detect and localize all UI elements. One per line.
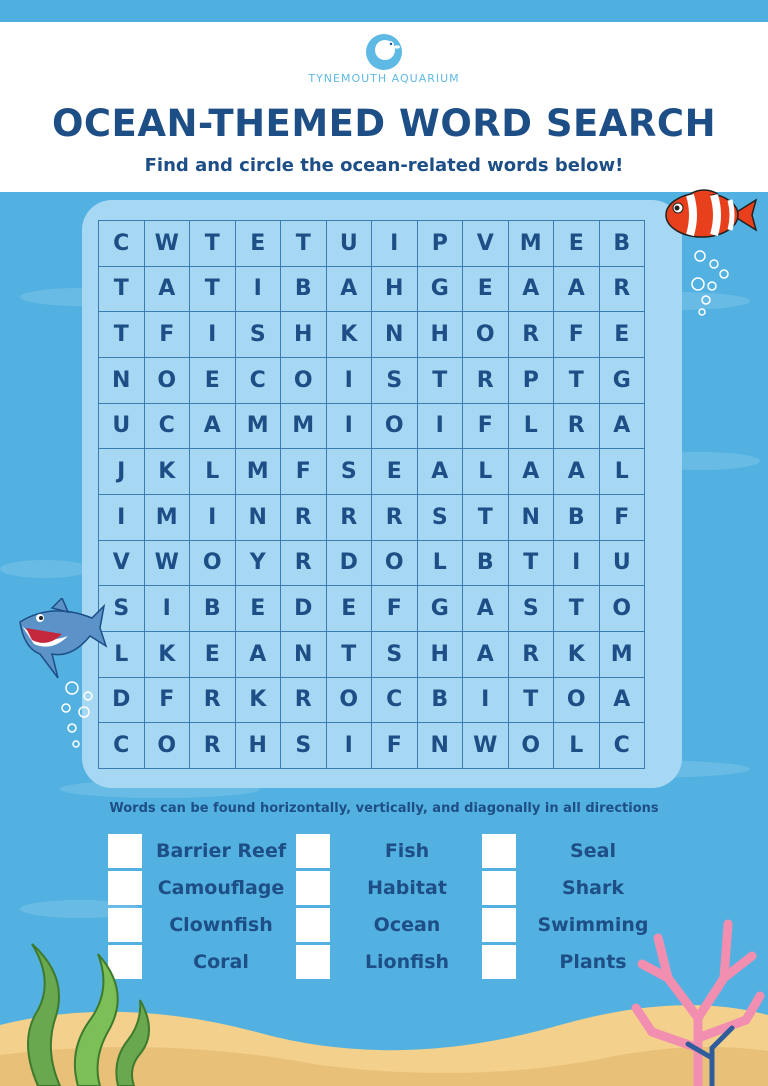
grid-cell[interactable]: A	[236, 632, 282, 678]
grid-cell[interactable]: K	[145, 449, 191, 495]
grid-cell[interactable]: J	[99, 449, 145, 495]
grid-cell[interactable]: A	[418, 449, 464, 495]
grid-cell[interactable]: F	[463, 404, 509, 450]
grid-cell[interactable]: I	[372, 221, 418, 267]
grid-cell[interactable]: F	[600, 495, 646, 541]
grid-cell[interactable]: I	[463, 678, 509, 724]
grid-cell[interactable]: W	[145, 221, 191, 267]
grid-cell[interactable]: I	[145, 586, 191, 632]
grid-cell[interactable]: I	[327, 723, 373, 769]
word-label: Lionfish	[364, 951, 450, 973]
grid-cell[interactable]: V	[463, 221, 509, 267]
word-label: Swimming	[537, 914, 649, 936]
grid-cell[interactable]: H	[236, 723, 282, 769]
grid-cell[interactable]: O	[372, 541, 418, 587]
grid-cell[interactable]: T	[554, 358, 600, 404]
grid-cell[interactable]: M	[145, 495, 191, 541]
top-strip	[0, 0, 768, 22]
grid-cell[interactable]: B	[281, 267, 327, 313]
grid-cell[interactable]: A	[509, 449, 555, 495]
grid-cell[interactable]: F	[145, 678, 191, 724]
grid-cell[interactable]: E	[190, 358, 236, 404]
page-subtitle: Find and circle the ocean-related words below!	[144, 155, 624, 176]
grid-cell[interactable]: B	[190, 586, 236, 632]
grid-cell[interactable]: R	[281, 495, 327, 541]
grid-cell[interactable]: L	[509, 404, 555, 450]
grid-cell[interactable]: R	[509, 632, 555, 678]
grid-cell[interactable]: I	[190, 312, 236, 358]
grid-cell[interactable]: M	[236, 449, 282, 495]
grid-cell[interactable]: E	[236, 586, 282, 632]
grid-cell[interactable]: K	[236, 678, 282, 724]
grid-cell[interactable]: U	[99, 404, 145, 450]
word-checkbox[interactable]	[296, 871, 330, 905]
grid-cell[interactable]: D	[281, 586, 327, 632]
grid-cell[interactable]: T	[463, 495, 509, 541]
grid-cell[interactable]: T	[327, 632, 373, 678]
grid-cell[interactable]: O	[600, 586, 646, 632]
grid-cell[interactable]: T	[190, 267, 236, 313]
grid-cell[interactable]: W	[145, 541, 191, 587]
grid-cell[interactable]: B	[418, 678, 464, 724]
grid-cell[interactable]: A	[509, 267, 555, 313]
grid-cell[interactable]: K	[327, 312, 373, 358]
grid-cell[interactable]: U	[327, 221, 373, 267]
grid-cell[interactable]: A	[327, 267, 373, 313]
grid-cell[interactable]: F	[372, 723, 418, 769]
word-label: Fish	[384, 840, 430, 862]
grid-cell[interactable]: R	[554, 404, 600, 450]
word-checkbox[interactable]	[108, 871, 142, 905]
grid-cell[interactable]: I	[236, 267, 282, 313]
grid-cell[interactable]: S	[418, 495, 464, 541]
grid-cell[interactable]: L	[99, 632, 145, 678]
grid-cell[interactable]: R	[327, 495, 373, 541]
grid-cell[interactable]: C	[600, 723, 646, 769]
grid-cell[interactable]: C	[99, 723, 145, 769]
grid-cell[interactable]: R	[600, 267, 646, 313]
grid-cell[interactable]: T	[190, 221, 236, 267]
grid-cell[interactable]: R	[281, 678, 327, 724]
grid-cell[interactable]: N	[99, 358, 145, 404]
grid-cell[interactable]: B	[600, 221, 646, 267]
grid-cell[interactable]: H	[418, 312, 464, 358]
grid-cell[interactable]: R	[509, 312, 555, 358]
coral-icon	[628, 908, 768, 1086]
word-label: Clownfish	[169, 914, 273, 936]
grid-cell[interactable]: S	[236, 312, 282, 358]
grid-cell[interactable]: G	[418, 586, 464, 632]
grid-cell[interactable]: N	[281, 632, 327, 678]
grid-cell[interactable]: D	[99, 678, 145, 724]
grid-cell[interactable]: F	[281, 449, 327, 495]
grid-cell[interactable]: T	[509, 678, 555, 724]
grid-cell[interactable]: O	[509, 723, 555, 769]
grid-cell[interactable]: K	[554, 632, 600, 678]
grid-cell[interactable]: M	[236, 404, 282, 450]
grid-cell[interactable]: I	[418, 404, 464, 450]
grid-cell[interactable]: C	[372, 678, 418, 724]
grid-cell[interactable]: H	[281, 312, 327, 358]
grid-cell[interactable]: O	[281, 358, 327, 404]
word-search-grid	[98, 220, 645, 769]
grid-cell[interactable]: E	[372, 449, 418, 495]
grid-cell[interactable]: O	[327, 678, 373, 724]
grid-cell[interactable]: N	[509, 495, 555, 541]
grid-cell[interactable]: Y	[236, 541, 282, 587]
grid-cell[interactable]: E	[327, 586, 373, 632]
word-label: Coral	[193, 951, 249, 973]
grid-cell[interactable]: E	[554, 221, 600, 267]
grid-cell[interactable]: O	[372, 404, 418, 450]
grid-cell[interactable]: L	[600, 449, 646, 495]
shark-icon	[12, 598, 108, 682]
page-title: OCEAN-THEMED WORD SEARCH	[51, 102, 717, 145]
grid-cell[interactable]: F	[145, 312, 191, 358]
grid-cell[interactable]: I	[327, 404, 373, 450]
grid-cell[interactable]: H	[418, 632, 464, 678]
grid-cell[interactable]: I	[327, 358, 373, 404]
grid-cell[interactable]: A	[145, 267, 191, 313]
grid-cell[interactable]: R	[372, 495, 418, 541]
brand-name: TYNEMOUTH AQUARIUM	[308, 72, 460, 85]
grid-cell[interactable]: T	[509, 541, 555, 587]
grid-cell[interactable]: S	[99, 586, 145, 632]
word-label: Seal	[570, 840, 616, 862]
grid-cell[interactable]: T	[418, 358, 464, 404]
seaweed-icon	[8, 940, 158, 1086]
grid-cell[interactable]: A	[600, 678, 646, 724]
grid-cell[interactable]: I	[99, 495, 145, 541]
grid-cell[interactable]: O	[463, 312, 509, 358]
grid-cell[interactable]: O	[554, 678, 600, 724]
grid-cell[interactable]: F	[372, 586, 418, 632]
grid-cell[interactable]: R	[190, 678, 236, 724]
instructions: Words can be found horizontally, vertically, and diagonally in all directions	[109, 801, 659, 816]
grid-cell[interactable]: S	[372, 632, 418, 678]
word-label: Ocean	[373, 914, 441, 936]
grid-cell[interactable]: O	[145, 723, 191, 769]
grid-cell[interactable]: L	[418, 541, 464, 587]
grid-cell[interactable]: C	[236, 358, 282, 404]
grid-cell[interactable]: R	[463, 358, 509, 404]
grid-cell[interactable]: G	[600, 358, 646, 404]
word-label: Habitat	[367, 877, 447, 899]
grid-cell[interactable]: R	[190, 723, 236, 769]
word-checkbox[interactable]	[296, 945, 330, 979]
grid-cell[interactable]: A	[190, 404, 236, 450]
grid-cell[interactable]: A	[600, 404, 646, 450]
word-checkbox[interactable]	[482, 908, 516, 942]
grid-cell[interactable]: B	[554, 495, 600, 541]
grid-cell[interactable]: M	[509, 221, 555, 267]
grid-cell[interactable]: C	[99, 221, 145, 267]
grid-cell[interactable]: A	[554, 267, 600, 313]
grid-cell[interactable]: O	[145, 358, 191, 404]
word-checkbox[interactable]	[108, 908, 142, 942]
grid-cell[interactable]: L	[190, 449, 236, 495]
wave	[0, 560, 90, 578]
word-label: Plants	[559, 951, 627, 973]
grid-cell[interactable]: T	[554, 586, 600, 632]
grid-cell[interactable]: S	[372, 358, 418, 404]
grid-cell[interactable]: S	[509, 586, 555, 632]
grid-cell[interactable]: I	[190, 495, 236, 541]
grid-cell[interactable]: L	[463, 449, 509, 495]
grid-cell[interactable]: F	[554, 312, 600, 358]
grid-cell[interactable]: S	[281, 723, 327, 769]
word-label: Camouflage	[157, 877, 285, 899]
word-checkbox[interactable]	[296, 908, 330, 942]
grid-cell[interactable]: N	[418, 723, 464, 769]
grid-cell[interactable]: C	[145, 404, 191, 450]
grid-cell[interactable]: V	[99, 541, 145, 587]
grid-cell[interactable]: P	[418, 221, 464, 267]
word-checkbox[interactable]	[482, 945, 516, 979]
grid-cell[interactable]: A	[463, 632, 509, 678]
grid-cell[interactable]: T	[99, 312, 145, 358]
grid-cell[interactable]: G	[418, 267, 464, 313]
grid-cell[interactable]: K	[145, 632, 191, 678]
grid-cell[interactable]: U	[600, 541, 646, 587]
grid-cell[interactable]: R	[281, 541, 327, 587]
grid-cell[interactable]: T	[99, 267, 145, 313]
grid-cell[interactable]: O	[190, 541, 236, 587]
grid-cell[interactable]: A	[554, 449, 600, 495]
grid-cell[interactable]: H	[372, 267, 418, 313]
grid-cell[interactable]: W	[463, 723, 509, 769]
word-checkbox[interactable]	[108, 834, 142, 868]
word-checkbox[interactable]	[482, 834, 516, 868]
aquarium-logo-icon	[364, 32, 404, 72]
word-label: Shark	[561, 877, 625, 899]
bubbles-icon	[688, 246, 734, 320]
grid-cell[interactable]: I	[554, 541, 600, 587]
word-checkbox[interactable]	[296, 834, 330, 868]
grid-cell[interactable]: B	[463, 541, 509, 587]
grid-cell[interactable]: A	[463, 586, 509, 632]
grid-cell[interactable]: D	[327, 541, 373, 587]
clownfish-icon	[660, 186, 760, 244]
word-checkbox[interactable]	[482, 871, 516, 905]
grid-cell[interactable]: E	[600, 312, 646, 358]
grid-cell[interactable]: E	[236, 221, 282, 267]
grid-cell[interactable]: E	[463, 267, 509, 313]
grid-cell[interactable]: S	[327, 449, 373, 495]
word-label: Barrier Reef	[156, 840, 287, 862]
grid-cell[interactable]: N	[372, 312, 418, 358]
grid-cell[interactable]: M	[600, 632, 646, 678]
grid-cell[interactable]: E	[190, 632, 236, 678]
grid-cell[interactable]: P	[509, 358, 555, 404]
grid-cell[interactable]: T	[281, 221, 327, 267]
grid-cell[interactable]: N	[236, 495, 282, 541]
grid-cell[interactable]: M	[281, 404, 327, 450]
bubbles-icon	[54, 680, 102, 752]
grid-cell[interactable]: L	[554, 723, 600, 769]
